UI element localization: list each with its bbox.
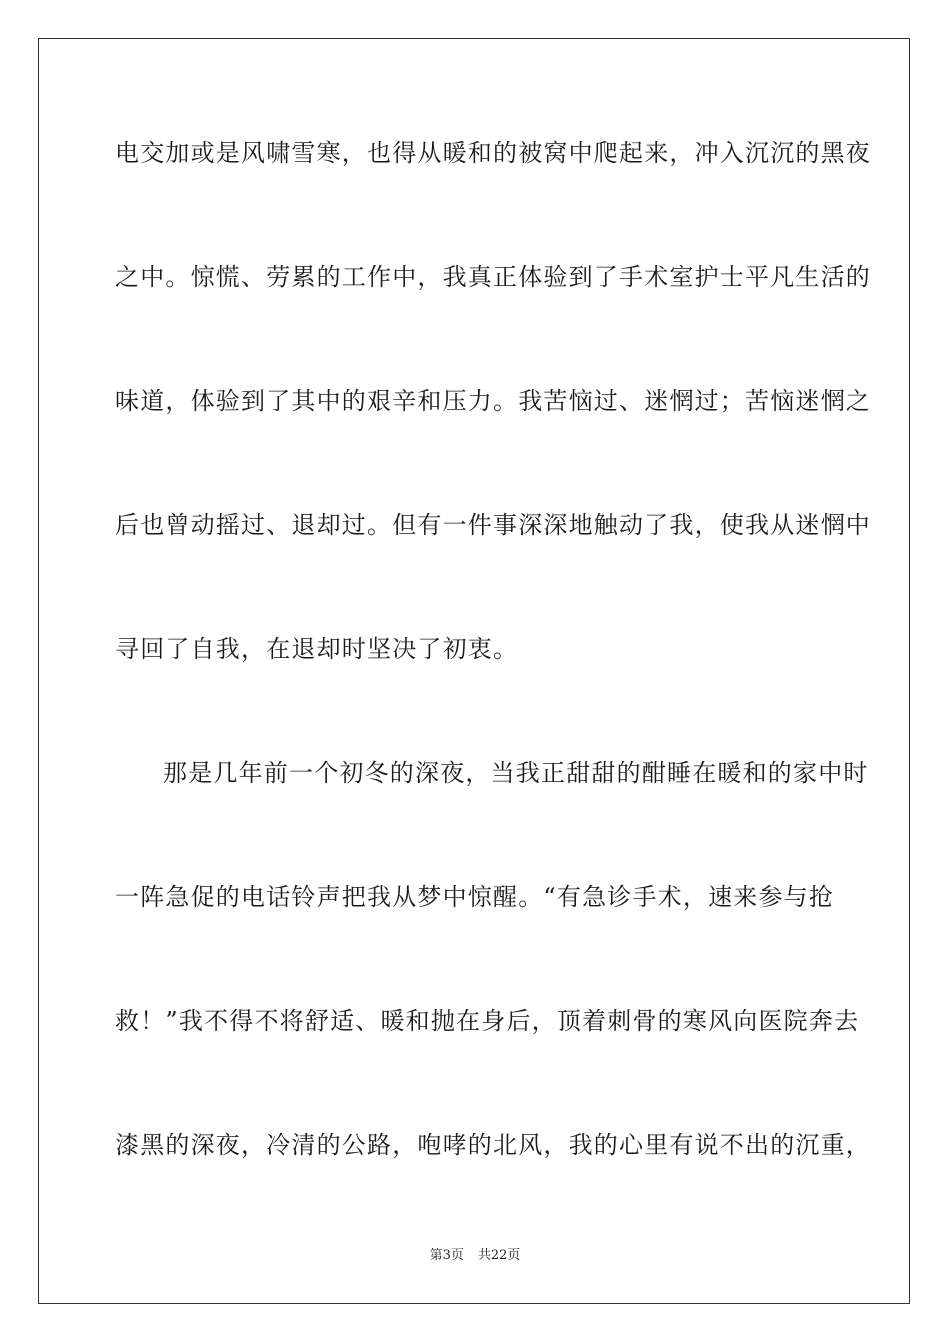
- text-line-1: 电交加或是风啸雪寒，也得从暖和的被窝中爬起来，冲入沉沉的黑夜: [115, 139, 871, 167]
- text-line-8: 救！”我不得不将舒适、暖和抛在身后，顶着刺骨的寒风向医院奔去: [115, 1007, 860, 1035]
- text-line-4: 后也曾动摇过、退却过。但有一件事深深地触动了我，使我从迷惘中: [115, 511, 871, 539]
- page-total: 共22页: [477, 1248, 521, 1263]
- page-footer: [0, 1248, 950, 1264]
- paragraph-first-line: 那是几年前一个初冬的深夜，当我正甜甜的酣睡在暖和的家中时: [163, 759, 869, 787]
- text-line-7: 一阵急促的电话铃声把我从梦中惊醒。“有急诊手术，速来参与抢: [115, 883, 835, 911]
- page-border: [38, 38, 910, 1304]
- text-line-2: 之中。惊慌、劳累的工作中，我真正体验到了手术室护士平凡生活的: [115, 263, 871, 291]
- text-line-3: 味道，体验到了其中的艰辛和压力。我苦恼过、迷惘过；苦恼迷惘之: [115, 387, 871, 415]
- text-line-5: 寻回了自我，在退却时坚决了初衷。: [115, 635, 519, 663]
- page-number: 第3页: [429, 1248, 464, 1263]
- text-line-9: 漆黑的深夜，冷清的公路，咆哮的北风，我的心里有说不出的沉重，: [115, 1131, 871, 1159]
